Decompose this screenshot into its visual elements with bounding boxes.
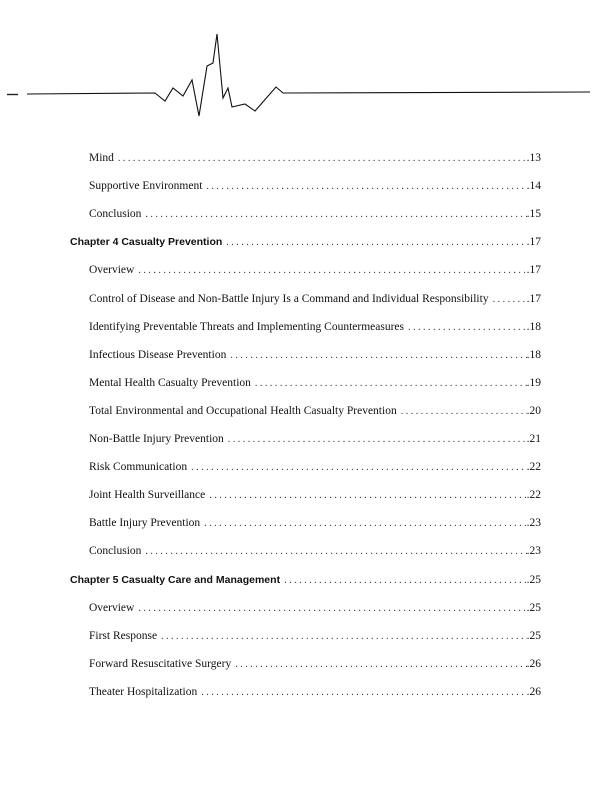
toc-entry[interactable] <box>89 208 541 224</box>
toc-page-number: .23 <box>526 517 541 530</box>
toc-page-number: .19 <box>526 376 541 389</box>
toc-page-number: .25 <box>526 573 541 586</box>
toc-entry-title: Mental Health Casualty Prevention <box>89 376 251 389</box>
toc-page-number: .25 <box>526 601 541 614</box>
dot-leader <box>209 490 526 501</box>
dot-leader <box>408 322 527 333</box>
toc-page-number: .14 <box>526 180 541 193</box>
toc-entry[interactable] <box>89 489 541 505</box>
dot-leader <box>493 294 527 305</box>
toc-page-number: .18 <box>526 348 541 361</box>
toc-entry-title: Infectious Disease Prevention <box>89 348 227 361</box>
toc-entry-title: Non-Battle Injury Prevention <box>89 433 224 445</box>
toc-entry[interactable] <box>89 293 541 309</box>
toc-page-number: .15 <box>526 208 541 221</box>
toc-entry[interactable] <box>89 405 541 421</box>
toc-page-number: .26 <box>526 685 541 698</box>
dot-leader <box>284 575 527 586</box>
toc-page-number: .26 <box>526 657 541 670</box>
toc-page-number: .17 <box>526 236 541 249</box>
dot-leader <box>191 462 527 473</box>
heartbeat-line <box>27 34 590 116</box>
toc-entry-title: Supportive Environment <box>89 180 203 193</box>
toc-entry-title: Overview <box>89 264 135 277</box>
toc-entry[interactable] <box>89 630 541 646</box>
toc-page-number: .20 <box>526 404 541 417</box>
toc-entry-title: Conclusion <box>89 208 142 221</box>
toc-entry-title: Chapter 4 Casualty Prevention <box>70 236 223 249</box>
toc-page-number: .13 <box>526 152 541 164</box>
dot-leader <box>138 265 526 276</box>
toc-entry-title: Battle Injury Prevention <box>89 517 201 530</box>
dot-leader <box>230 350 526 361</box>
toc-entry-title: First Response <box>89 629 158 642</box>
dot-leader <box>228 434 527 445</box>
dot-leader <box>161 631 527 642</box>
dot-leader <box>226 237 526 248</box>
toc-page-number: .17 <box>526 264 541 277</box>
dot-leader <box>118 153 527 164</box>
toc-entry-title: Chapter 5 Casualty Care and Management <box>70 573 281 586</box>
toc-entry[interactable] <box>89 658 541 674</box>
toc-entry[interactable] <box>89 264 541 280</box>
toc-entry[interactable] <box>89 349 541 365</box>
toc-entry[interactable] <box>89 321 541 337</box>
toc-entry-title: Forward Resuscitative Surgery <box>89 657 232 670</box>
toc-entry[interactable] <box>89 433 541 449</box>
toc-entry[interactable] <box>89 461 541 477</box>
toc-entry[interactable] <box>89 545 541 561</box>
toc-page-number: .23 <box>526 545 541 558</box>
dot-leader <box>255 378 527 389</box>
dot-leader <box>145 546 526 557</box>
dot-leader <box>145 209 526 220</box>
toc-entry-title: Control of Disease and Non-Battle Injury Is a Command and Individual Responsibility <box>89 292 489 305</box>
toc-entry-title: Conclusion <box>89 545 142 558</box>
toc-page-number: .22 <box>526 461 541 474</box>
toc-entry-title: Risk Communication <box>89 461 188 474</box>
toc-entry-title: Theater Hospitalization <box>89 685 198 698</box>
toc-entry[interactable] <box>89 152 541 168</box>
toc-entry-title: Joint Health Surveillance <box>89 489 206 502</box>
toc-page-number: .17 <box>526 292 541 305</box>
toc-entry[interactable] <box>89 517 541 533</box>
toc-page-number: .18 <box>526 320 541 333</box>
toc-entry-title: Overview <box>89 601 135 614</box>
dot-leader <box>138 603 526 614</box>
toc-page-number: .25 <box>526 629 541 642</box>
toc-entry[interactable] <box>89 686 541 702</box>
toc-page-number: .21 <box>526 433 541 445</box>
toc-entry[interactable] <box>89 602 541 618</box>
dot-leader <box>235 659 526 670</box>
toc-entry[interactable] <box>89 180 541 196</box>
heartbeat-header-graphic <box>0 0 611 130</box>
dot-leader <box>201 687 526 698</box>
toc-chapter-entry[interactable] <box>70 574 541 590</box>
dot-leader <box>204 518 526 529</box>
toc-entry-title: Total Environmental and Occupational Health Casualty Prevention <box>89 404 397 417</box>
toc-entry-title: Identifying Preventable Threats and Implementing Countermeasures <box>89 320 404 333</box>
toc-page-number: .22 <box>526 489 541 502</box>
toc-chapter-entry[interactable] <box>70 236 541 252</box>
toc-entry-title: Mind <box>89 152 114 164</box>
dot-leader <box>206 181 526 192</box>
dot-leader <box>401 406 527 417</box>
toc-entry[interactable] <box>89 377 541 393</box>
